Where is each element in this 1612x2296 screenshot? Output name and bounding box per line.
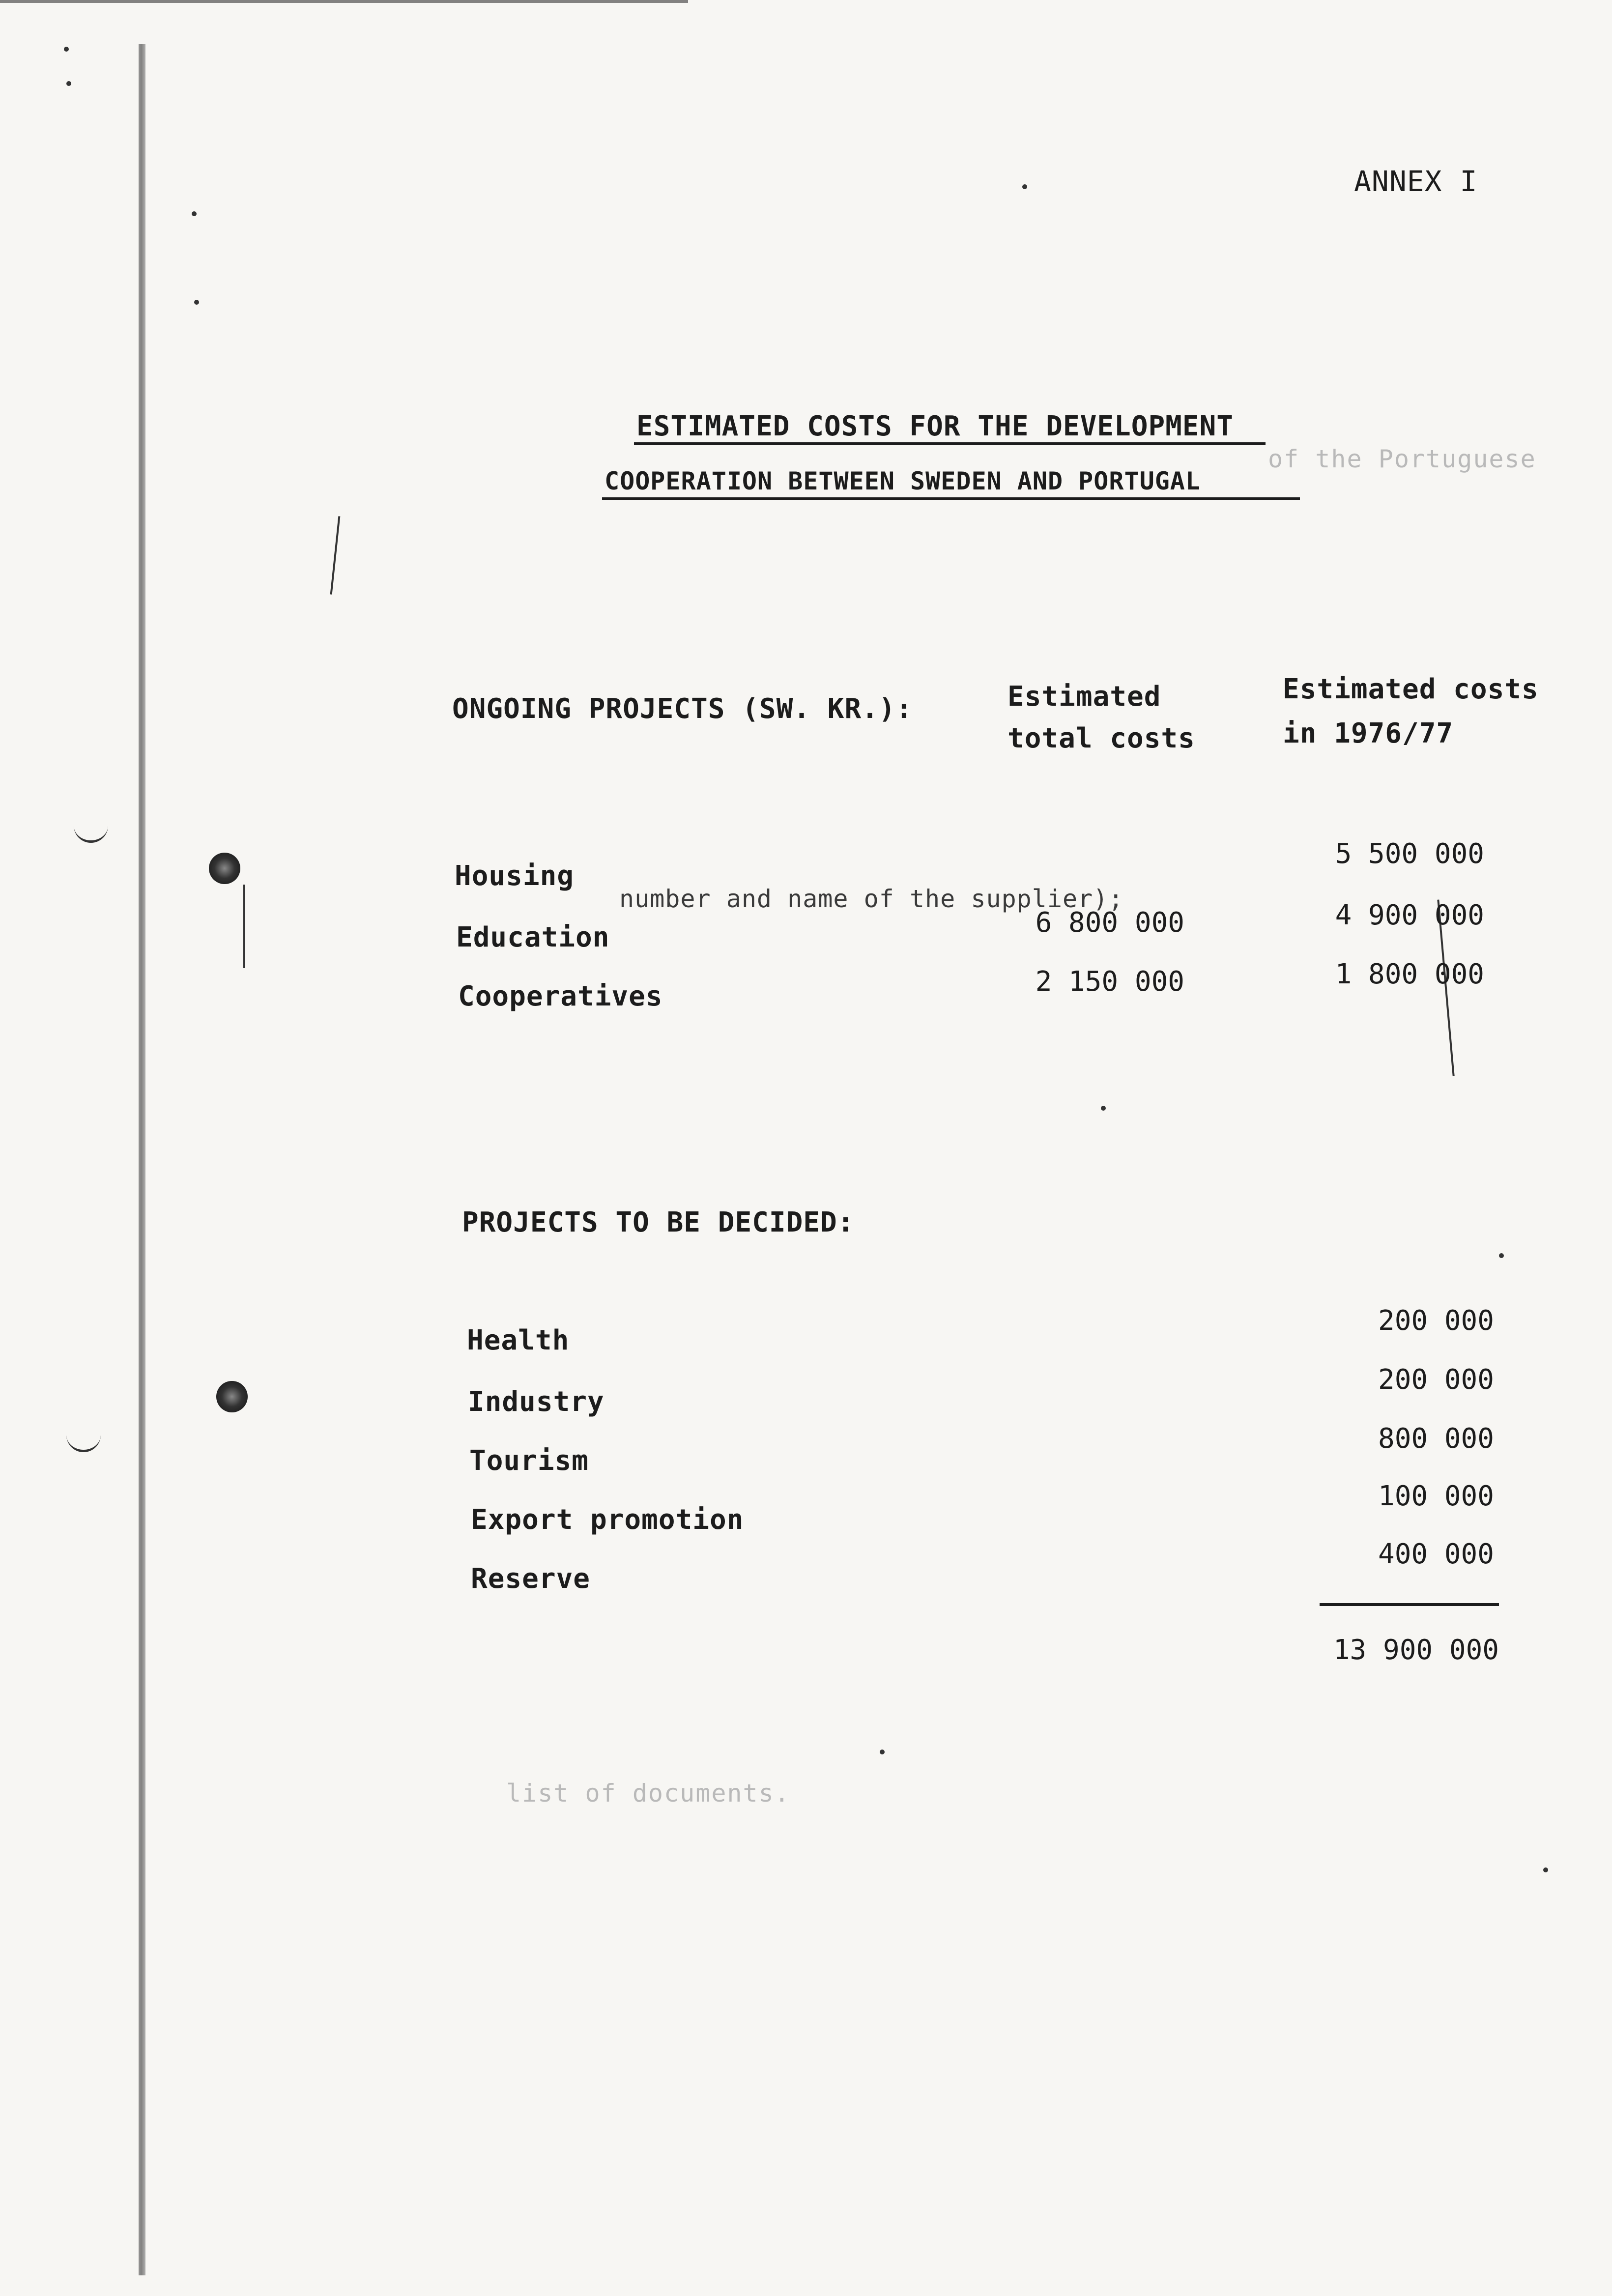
scan-edge-line bbox=[0, 0, 688, 3]
title-line-1: ESTIMATED COSTS FOR THE DEVELOPMENT bbox=[636, 410, 1234, 442]
row-label-cooperatives: Cooperatives bbox=[458, 980, 663, 1012]
row-value-housing-year: 5 500 000 bbox=[1335, 838, 1484, 870]
ongoing-projects-heading: ONGOING PROJECTS (SW. KR.): bbox=[452, 693, 913, 725]
speck bbox=[1101, 1106, 1106, 1111]
row-value-reserve: 400 000 bbox=[1378, 1538, 1494, 1570]
projects-to-be-decided-heading: PROJECTS TO BE DECIDED: bbox=[462, 1206, 855, 1238]
row-label-tourism: Tourism bbox=[469, 1445, 589, 1477]
margin-mark bbox=[243, 885, 245, 968]
show-through-text: list of documents. bbox=[506, 1779, 790, 1808]
row-label-export-promotion: Export promotion bbox=[471, 1504, 744, 1536]
speck bbox=[880, 1750, 885, 1754]
row-value-export-promotion: 100 000 bbox=[1378, 1480, 1494, 1512]
speck bbox=[194, 300, 199, 305]
row-label-industry: Industry bbox=[468, 1386, 604, 1418]
margin-mark bbox=[74, 821, 108, 843]
margin-mark bbox=[66, 1430, 101, 1452]
row-value-health: 200 000 bbox=[1378, 1305, 1494, 1337]
speck bbox=[64, 47, 69, 52]
column-header-year: in 1976/77 bbox=[1283, 718, 1454, 749]
margin-mark bbox=[330, 516, 341, 595]
total-rule bbox=[1320, 1603, 1499, 1606]
row-value-industry: 200 000 bbox=[1378, 1364, 1494, 1396]
grand-total: 13 900 000 bbox=[1333, 1634, 1499, 1666]
punch-hole-bottom bbox=[216, 1381, 248, 1412]
speck bbox=[192, 211, 197, 216]
speck bbox=[1022, 184, 1027, 189]
binding-edge bbox=[139, 44, 145, 2275]
speck bbox=[1499, 1253, 1504, 1258]
row-label-housing: Housing bbox=[455, 860, 575, 892]
speck bbox=[1543, 1867, 1548, 1872]
row-value-education-total: 6 800 000 bbox=[1035, 907, 1184, 939]
speck bbox=[66, 81, 71, 86]
annex-label: ANNEX I bbox=[1354, 165, 1478, 198]
row-value-cooperatives-total: 2 150 000 bbox=[1035, 966, 1184, 998]
row-value-education-year: 4 900 000 bbox=[1335, 899, 1484, 931]
column-header-total: Estimated bbox=[1008, 681, 1161, 713]
row-label-education: Education bbox=[456, 921, 610, 953]
row-label-reserve: Reserve bbox=[471, 1563, 591, 1595]
column-header-total: total costs bbox=[1008, 722, 1195, 754]
row-label-health: Health bbox=[467, 1324, 570, 1356]
row-value-cooperatives-year: 1 800 000 bbox=[1335, 958, 1484, 990]
title-underline-2 bbox=[602, 497, 1300, 500]
punch-hole-top bbox=[209, 853, 240, 884]
show-through-text: of the Portuguese bbox=[1268, 445, 1536, 473]
show-through-text: number and name of the supplier); bbox=[619, 885, 1124, 913]
column-header-year: Estimated costs bbox=[1283, 673, 1539, 705]
title-line-2: COOPERATION BETWEEN SWEDEN AND PORTUGAL bbox=[604, 467, 1201, 495]
row-value-tourism: 800 000 bbox=[1378, 1423, 1494, 1455]
title-underline-1 bbox=[634, 442, 1266, 445]
